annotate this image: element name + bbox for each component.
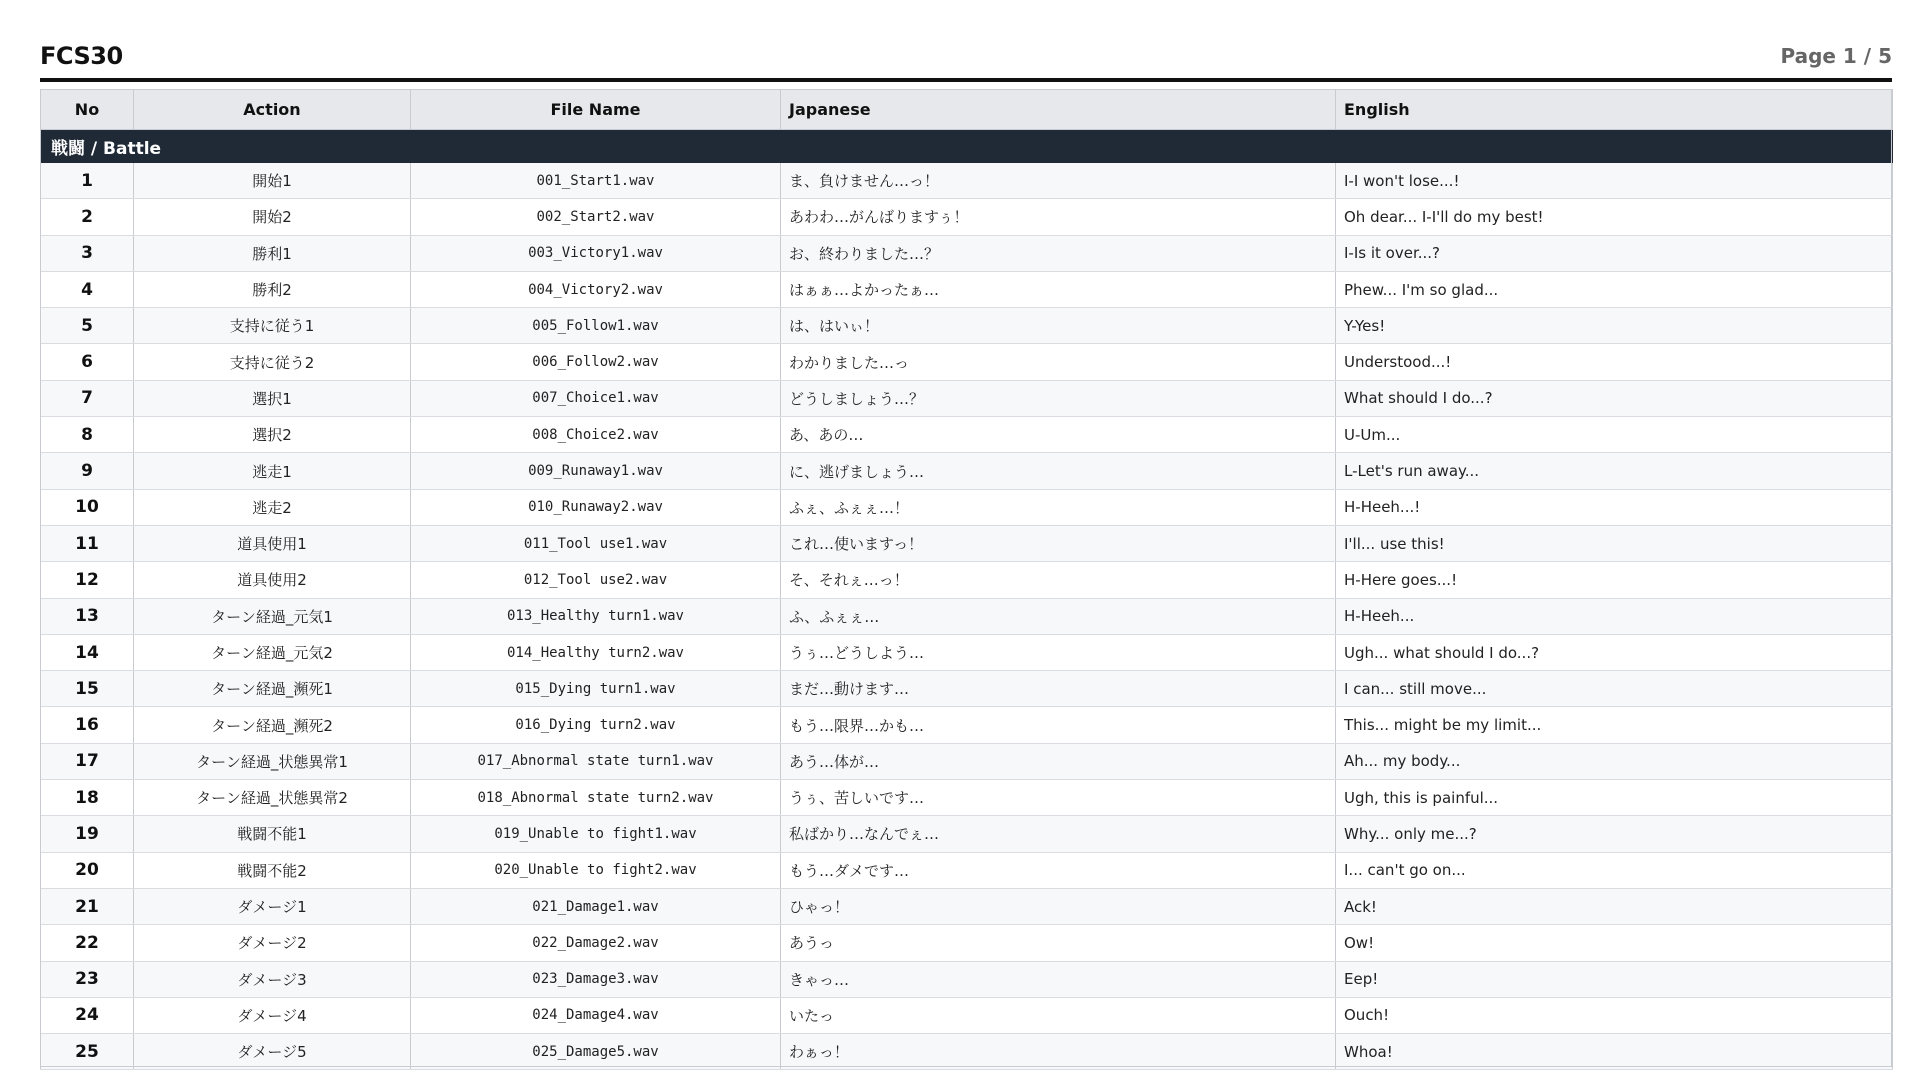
- document-header: [40, 40, 1892, 76]
- voice-line-table: [40, 89, 1893, 1070]
- table-row: [41, 417, 1893, 453]
- row-number: 9: [41, 453, 134, 489]
- row-number: 21: [41, 888, 134, 924]
- table-row: [41, 743, 1893, 779]
- japanese-line-cell: あ、あの…: [781, 417, 1336, 453]
- action-cell: ターン経過_瀕死2: [134, 707, 411, 743]
- file-name-cell: 013_Healthy turn1.wav: [411, 598, 781, 634]
- file-name-cell: 008_Choice2.wav: [411, 417, 781, 453]
- row-number: 22: [41, 925, 134, 961]
- table-body: [41, 130, 1893, 1070]
- row-number: 12: [41, 562, 134, 598]
- row-number: 6: [41, 344, 134, 380]
- english-line-cell: U-Um...: [1336, 417, 1893, 453]
- english-line-cell: Oh dear... I-I'll do my best!: [1336, 199, 1893, 235]
- action-cell: ダメージ4: [134, 997, 411, 1033]
- table-row: [41, 852, 1893, 888]
- table-row: [41, 671, 1893, 707]
- file-name-cell: 021_Damage1.wav: [411, 888, 781, 924]
- english-line-cell: Ugh, this is painful...: [1336, 780, 1893, 816]
- japanese-line-cell: うぅ…どうしよう…: [781, 634, 1336, 670]
- row-number: 4: [41, 271, 134, 307]
- table-row: [41, 961, 1893, 997]
- action-cell: 勝利2: [134, 271, 411, 307]
- japanese-line-cell: お、終わりました…？: [781, 235, 1336, 271]
- action-cell: 戦闘不能1: [134, 816, 411, 852]
- action-cell: 支持に従う2: [134, 344, 411, 380]
- action-cell: ダメージ3: [134, 961, 411, 997]
- table-row: [41, 453, 1893, 489]
- english-line-cell: I-Is it over...?: [1336, 235, 1893, 271]
- table-row: [41, 598, 1893, 634]
- row-number: 5: [41, 308, 134, 344]
- english-line-cell: Whoa!: [1336, 1034, 1893, 1070]
- table-row: [41, 235, 1893, 271]
- table-row: [41, 888, 1893, 924]
- row-number: 16: [41, 707, 134, 743]
- table-row: [41, 525, 1893, 561]
- japanese-line-cell: これ…使いますっ！: [781, 525, 1336, 561]
- table-row: [41, 1034, 1893, 1070]
- table-row: [41, 562, 1893, 598]
- row-number: 19: [41, 816, 134, 852]
- column-header-file-name: File Name: [411, 90, 781, 130]
- row-number: 14: [41, 634, 134, 670]
- japanese-line-cell: わかりました…っ: [781, 344, 1336, 380]
- english-line-cell: I'll... use this!: [1336, 525, 1893, 561]
- action-cell: ダメージ2: [134, 925, 411, 961]
- japanese-line-cell: に、逃げましょう…: [781, 453, 1336, 489]
- file-name-cell: 023_Damage3.wav: [411, 961, 781, 997]
- action-cell: 開始1: [134, 163, 411, 199]
- japanese-line-cell: わぁっ！: [781, 1034, 1336, 1070]
- file-name-cell: 020_Unable to fight2.wav: [411, 852, 781, 888]
- japanese-line-cell: そ、それぇ…っ！: [781, 562, 1336, 598]
- english-line-cell: H-Here goes...!: [1336, 562, 1893, 598]
- japanese-line-cell: あうっ: [781, 925, 1336, 961]
- action-cell: ターン経過_元気2: [134, 634, 411, 670]
- row-number: 11: [41, 525, 134, 561]
- action-cell: 選択2: [134, 417, 411, 453]
- action-cell: 選択1: [134, 380, 411, 416]
- row-number: 23: [41, 961, 134, 997]
- action-cell: 支持に従う1: [134, 308, 411, 344]
- action-cell: ダメージ1: [134, 888, 411, 924]
- japanese-line-cell: ふ、ふぇぇ…: [781, 598, 1336, 634]
- action-cell: 勝利1: [134, 235, 411, 271]
- japanese-line-cell: もう…ダメです…: [781, 852, 1336, 888]
- file-name-cell: 017_Abnormal state turn1.wav: [411, 743, 781, 779]
- english-line-cell: I... can't go on...: [1336, 852, 1893, 888]
- table-row: [41, 780, 1893, 816]
- file-name-cell: 002_Start2.wav: [411, 199, 781, 235]
- japanese-line-cell: きゃっ…: [781, 961, 1336, 997]
- japanese-line-cell: ひゃっ！: [781, 888, 1336, 924]
- file-name-cell: 011_Tool use1.wav: [411, 525, 781, 561]
- japanese-line-cell: は、はいぃ！: [781, 308, 1336, 344]
- table-row: [41, 308, 1893, 344]
- english-line-cell: This... might be my limit...: [1336, 707, 1893, 743]
- action-cell: 逃走2: [134, 489, 411, 525]
- document-title: FCS30: [40, 42, 123, 70]
- file-name-cell: 024_Damage4.wav: [411, 997, 781, 1033]
- section-title: 戦闘 / Battle: [41, 130, 1893, 163]
- english-line-cell: Phew... I'm so glad...: [1336, 271, 1893, 307]
- english-line-cell: Ah... my body...: [1336, 743, 1893, 779]
- japanese-line-cell: まだ…動けます…: [781, 671, 1336, 707]
- japanese-line-cell: あう…体が…: [781, 743, 1336, 779]
- japanese-line-cell: もう…限界…かも…: [781, 707, 1336, 743]
- file-name-cell: 009_Runaway1.wav: [411, 453, 781, 489]
- table-row: [41, 816, 1893, 852]
- column-header-no: No: [41, 90, 134, 130]
- row-number: 3: [41, 235, 134, 271]
- english-line-cell: H-Heeh...: [1336, 598, 1893, 634]
- english-line-cell: Ouch!: [1336, 997, 1893, 1033]
- row-number: 18: [41, 780, 134, 816]
- file-name-cell: 016_Dying turn2.wav: [411, 707, 781, 743]
- action-cell: ダメージ5: [134, 1034, 411, 1070]
- english-line-cell: Ugh... what should I do...?: [1336, 634, 1893, 670]
- table-row: [41, 344, 1893, 380]
- row-number: 10: [41, 489, 134, 525]
- action-cell: ターン経過_瀕死1: [134, 671, 411, 707]
- action-cell: 道具使用2: [134, 562, 411, 598]
- english-line-cell: I-I won't lose...!: [1336, 163, 1893, 199]
- row-number: 17: [41, 743, 134, 779]
- table-row: [41, 380, 1893, 416]
- english-line-cell: Understood...!: [1336, 344, 1893, 380]
- english-line-cell: Eep!: [1336, 961, 1893, 997]
- column-header-english: English: [1336, 90, 1893, 130]
- row-number: 24: [41, 997, 134, 1033]
- action-cell: ターン経過_状態異常2: [134, 780, 411, 816]
- table-row: [41, 489, 1893, 525]
- row-number: 13: [41, 598, 134, 634]
- japanese-line-cell: どうしましょう…？: [781, 380, 1336, 416]
- english-line-cell: Y-Yes!: [1336, 308, 1893, 344]
- file-name-cell: 010_Runaway2.wav: [411, 489, 781, 525]
- table-row: [41, 707, 1893, 743]
- file-name-cell: 015_Dying turn1.wav: [411, 671, 781, 707]
- row-number: 20: [41, 852, 134, 888]
- header-divider: [40, 78, 1892, 82]
- file-name-cell: 001_Start1.wav: [411, 163, 781, 199]
- file-name-cell: 025_Damage5.wav: [411, 1034, 781, 1070]
- english-line-cell: Ow!: [1336, 925, 1893, 961]
- japanese-line-cell: いたっ: [781, 997, 1336, 1033]
- action-cell: 道具使用1: [134, 525, 411, 561]
- table-row: [41, 997, 1893, 1033]
- english-line-cell: I can... still move...: [1336, 671, 1893, 707]
- row-number: 15: [41, 671, 134, 707]
- file-name-cell: 007_Choice1.wav: [411, 380, 781, 416]
- table-header-row: [41, 90, 1893, 130]
- table-row: [41, 163, 1893, 199]
- english-line-cell: Ack!: [1336, 888, 1893, 924]
- table-row: [41, 634, 1893, 670]
- file-name-cell: 012_Tool use2.wav: [411, 562, 781, 598]
- file-name-cell: 019_Unable to fight1.wav: [411, 816, 781, 852]
- file-name-cell: 022_Damage2.wav: [411, 925, 781, 961]
- english-line-cell: Why... only me...?: [1336, 816, 1893, 852]
- file-name-cell: 018_Abnormal state turn2.wav: [411, 780, 781, 816]
- table-row: [41, 271, 1893, 307]
- japanese-line-cell: はぁぁ…よかったぁ…: [781, 271, 1336, 307]
- row-number: 2: [41, 199, 134, 235]
- english-line-cell: L-Let's run away...: [1336, 453, 1893, 489]
- japanese-line-cell: ふぇ、ふぇぇ…！: [781, 489, 1336, 525]
- english-line-cell: H-Heeh...!: [1336, 489, 1893, 525]
- japanese-line-cell: 私ばかり…なんでぇ…: [781, 816, 1336, 852]
- file-name-cell: 014_Healthy turn2.wav: [411, 634, 781, 670]
- file-name-cell: 006_Follow2.wav: [411, 344, 781, 380]
- english-line-cell: What should I do...?: [1336, 380, 1893, 416]
- table-header: [41, 90, 1893, 130]
- row-number: 25: [41, 1034, 134, 1070]
- file-name-cell: 004_Victory2.wav: [411, 271, 781, 307]
- row-number: 1: [41, 163, 134, 199]
- column-header-action: Action: [134, 90, 411, 130]
- japanese-line-cell: ま、負けません…っ！: [781, 163, 1336, 199]
- row-number: 8: [41, 417, 134, 453]
- action-cell: 逃走1: [134, 453, 411, 489]
- table-row: [41, 199, 1893, 235]
- file-name-cell: 003_Victory1.wav: [411, 235, 781, 271]
- action-cell: 戦闘不能2: [134, 852, 411, 888]
- column-header-japanese: Japanese: [781, 90, 1336, 130]
- table-row: [41, 925, 1893, 961]
- action-cell: ターン経過_状態異常1: [134, 743, 411, 779]
- page-indicator: Page 1 / 5: [1780, 44, 1892, 68]
- section-header-row: [41, 130, 1893, 163]
- japanese-line-cell: あわわ…がんばりますぅ！: [781, 199, 1336, 235]
- action-cell: ターン経過_元気1: [134, 598, 411, 634]
- japanese-line-cell: うぅ、苦しいです…: [781, 780, 1336, 816]
- row-number: 7: [41, 380, 134, 416]
- file-name-cell: 005_Follow1.wav: [411, 308, 781, 344]
- action-cell: 開始2: [134, 199, 411, 235]
